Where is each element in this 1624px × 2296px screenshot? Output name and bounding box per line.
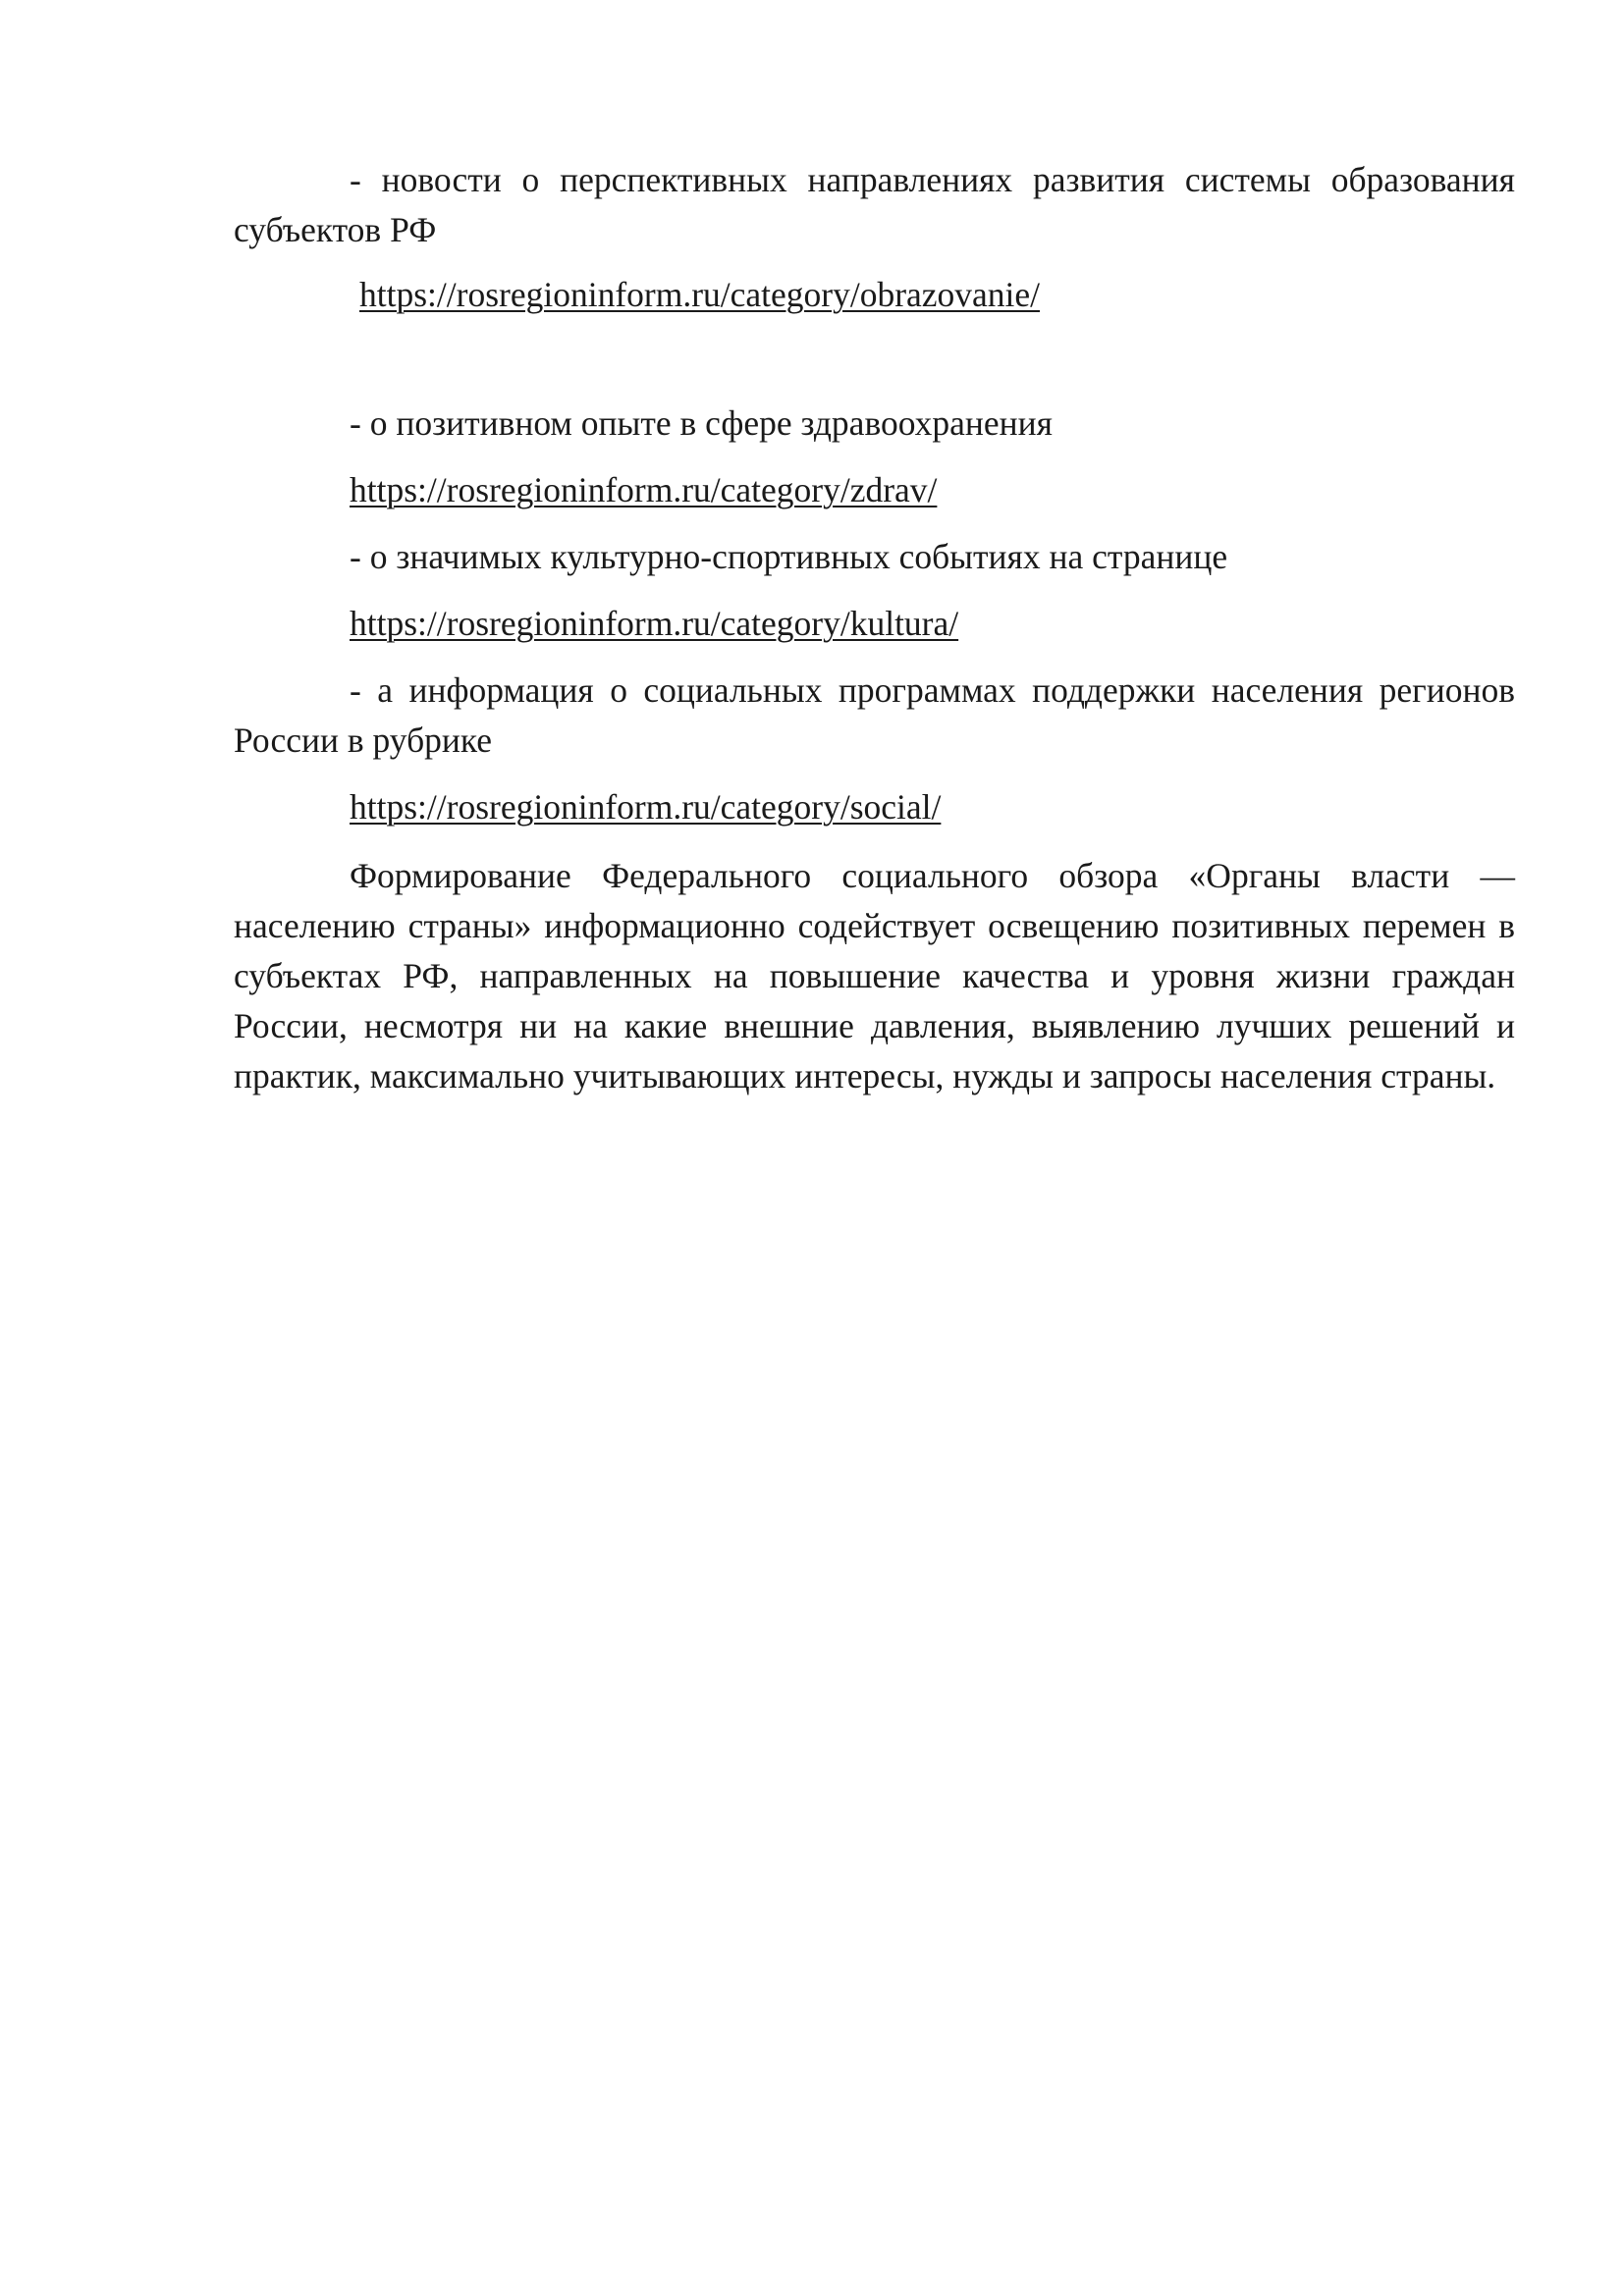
link-culture[interactable]: https://rosregioninform.ru/category/kultura/: [350, 604, 959, 643]
link-line-social: [234, 782, 1515, 832]
link-line-healthcare: [234, 465, 1515, 515]
link-line-education: [234, 270, 1515, 320]
paragraph-education-news: - новости о перспективных направлениях развития системы образования субъектов РФ: [234, 160, 1515, 249]
link-social[interactable]: https://rosregioninform.ru/category/social/: [350, 787, 942, 827]
link-line-culture: [234, 599, 1515, 649]
paragraph-social-programs: - а информация о социальных программах поддержки населения регионов России в рубрике: [234, 670, 1515, 760]
link-education[interactable]: https://rosregioninform.ru/category/obrazovanie/: [359, 275, 1041, 314]
paragraph-culture-sport: - о значимых культурно-спортивных событиях на странице: [350, 537, 1228, 576]
link-healthcare[interactable]: https://rosregioninform.ru/category/zdrav/: [350, 470, 938, 509]
paragraph-healthcare: - о позитивном опыте в сфере здравоохранения: [350, 403, 1053, 443]
document-body: [234, 155, 1515, 1101]
paragraph-federal-review: Формирование Федерального социального обзора «Органы власти — населению страны» информационно содействует освещению позитивных перемен в субъектах РФ, направленных на повышение качества и уровня жизни граждан России, несмотря ни на какие внешние давления, выявлению лучших решений и практик, максимально учитывающих интересы, нужды и запросы населения страны.: [234, 856, 1515, 1095]
